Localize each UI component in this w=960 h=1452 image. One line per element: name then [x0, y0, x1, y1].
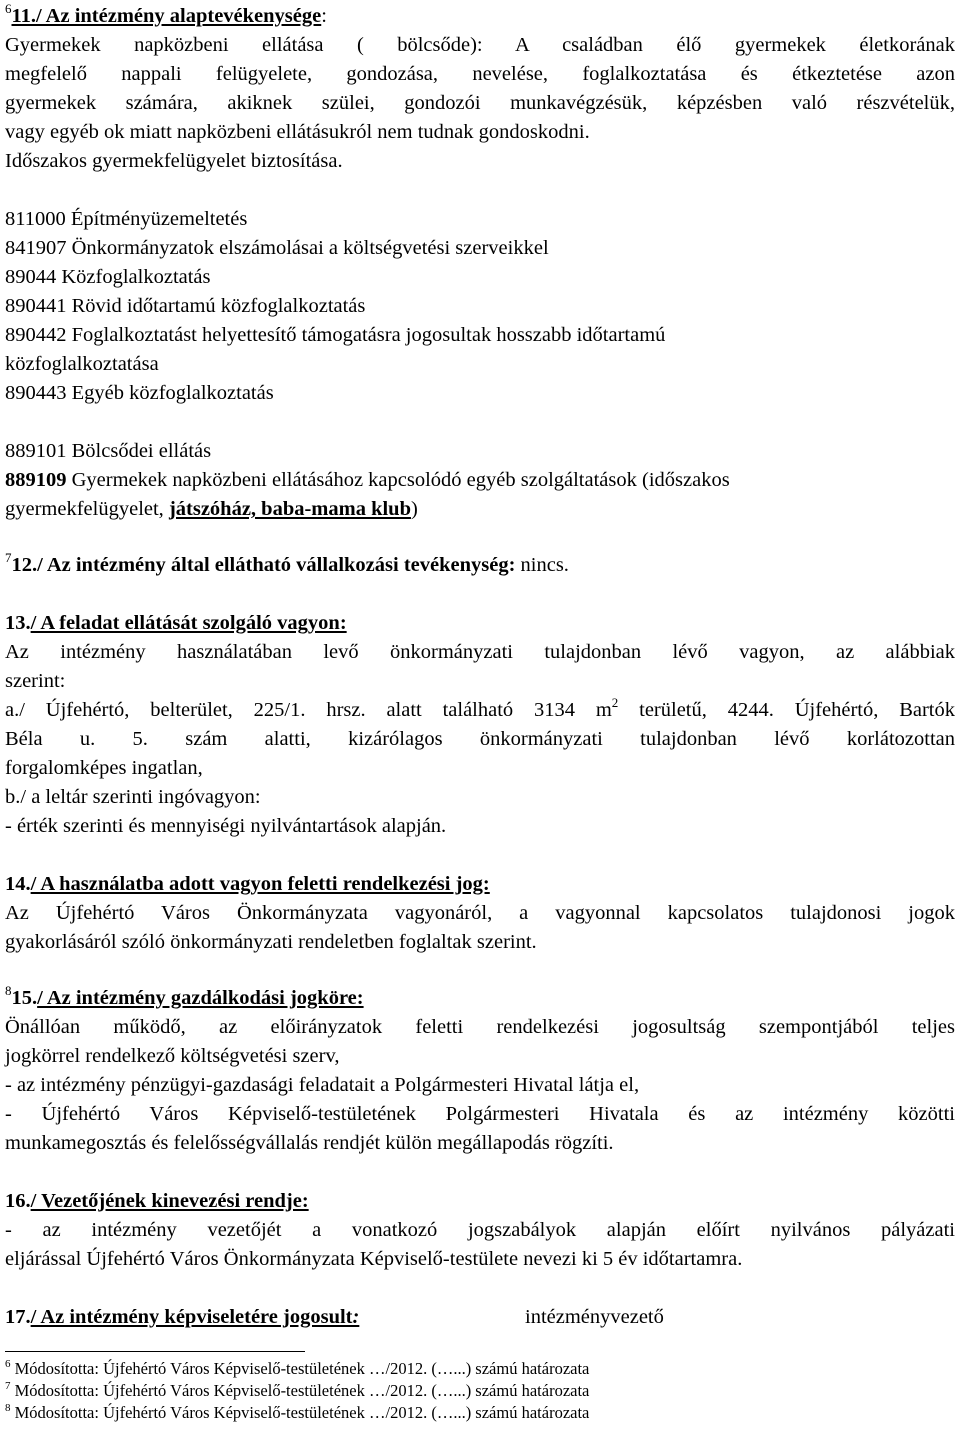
section-17-value: intézményvezető	[525, 1306, 664, 1328]
paragraph-line: Az intézmény használatában levő önkormányzati tulajdonban lévő vagyon, az alábbiak	[5, 641, 955, 663]
code-line: 841907 Önkormányzatok elszámolásai a költségvetési szerveikkel	[5, 237, 549, 259]
activity-codes-childcare	[5, 437, 955, 524]
footnote-ref: 6	[5, 1, 12, 17]
section-15-heading: $^8$15./ Az intézmény gazdálkodási jogköre:	[5, 983, 364, 1009]
code-line: 889109 Gyermekek napközbeni ellátásához kapcsolódó egyéb szolgáltatások (időszakos	[5, 469, 730, 491]
paragraph-line: vagy egyéb ok miatt napközbeni ellátásukról nem tudnak gondoskodni.	[5, 121, 590, 143]
paragraph-line: Önállóan működő, az előirányzatok feletti rendelkezési jogosultság szempontjából teljes	[5, 1016, 955, 1038]
code-line: 890443 Egyéb közfoglalkoztatás	[5, 382, 274, 404]
paragraph-line: - az intézmény pénzügyi-gazdasági feladatait a Polgármesteri Hivatal látja el,	[5, 1074, 640, 1096]
section-13-heading: 13./ A feladat ellátását szolgáló vagyon:	[5, 612, 347, 634]
paragraph-line: jogkörrel rendelkező költségvetési szerv,	[5, 1045, 340, 1067]
paragraph-line: - érték szerinti és mennyiségi nyilvántartások alapján.	[5, 815, 447, 837]
section-17	[5, 1303, 955, 1332]
footnote-ref: 8	[5, 983, 12, 999]
paragraph-line: munkamegosztás és felelősségvállalás rendjét külön megállapodás rögzíti.	[5, 1132, 614, 1154]
section-12: $^7$12./ Az intézmény által ellátható vállalkozási tevékenység: nincs.	[5, 550, 569, 576]
section-13	[5, 609, 955, 841]
paragraph-line: Gyermekek napközbeni ellátása ( bölcsőde): A családban élő gyermekek életkorának	[5, 34, 955, 56]
footnotes	[5, 1358, 955, 1424]
code-line: 89044 Közfoglalkoztatás	[5, 266, 211, 288]
paragraph-line: b./ a leltár szerinti ingóvagyon:	[5, 786, 261, 808]
section-16	[5, 1187, 955, 1274]
paragraph-line: - Újfehértó Város Képviselő-testületének Polgármesteri Hivatala és az intézmény közötti	[5, 1103, 955, 1125]
footnote: $^6$ Módosította: Újfehértó Város Képviselő-testületének …/2012. (…...) számú határozata	[5, 1357, 590, 1378]
paragraph-line: Béla u. 5. szám alatti, kizárólagos önkormányzati tulajdonban lévő korlátozottan	[5, 728, 955, 750]
footnote: $^7$ Módosította: Újfehértó Város Képviselő-testületének …/2012. (…...) számú határozata	[5, 1379, 590, 1400]
code-line: 890441 Rövid időtartamú közfoglalkoztatás	[5, 295, 366, 317]
paragraph-line: Az Újfehértó Város Önkormányzata vagyonáról, a vagyonnal kapcsolatos tulajdonosi jogok	[5, 902, 955, 924]
section-14-heading: 14./ A használatba adott vagyon feletti rendelkezési jog:	[5, 873, 490, 895]
code-line: közfoglalkoztatása	[5, 353, 159, 375]
section-17-heading: 17./ Az intézmény képviseletére jogosult:	[5, 1306, 360, 1328]
code-line: 811000 Építményüzemeltetés	[5, 208, 248, 230]
paragraph-line: Időszakos gyermekfelügyelet biztosítása.	[5, 150, 343, 172]
footnote-ref: 7	[5, 550, 12, 566]
section-11	[5, 2, 955, 176]
code-line: 889101 Bölcsődei ellátás	[5, 440, 212, 462]
paragraph-line: - az intézmény vezetőjét a vonatkozó jogszabályok alapján előírt nyilvános pályázati	[5, 1219, 955, 1241]
paragraph-line: a./ Újfehértó, belterület, 225/1. hrsz. alatt található 3134 $m^2$ területű, 4244. Újfehértó, Bartók	[5, 695, 956, 721]
paragraph-line: szerint:	[5, 670, 66, 692]
paragraph-line: megfelelő nappali felügyelete, gondozása, nevelése, foglalkoztatása és étkeztetése azon	[5, 63, 955, 85]
document-page	[5, 0, 955, 1424]
paragraph-line: forgalomképes ingatlan,	[5, 757, 203, 779]
paragraph-line: gyermekek számára, akiknek szülei, gondozói munkavégzésük, képzésben való részvételük,	[5, 92, 955, 114]
footnote: $^8$ Módosította: Újfehértó Város Képviselő-testületének …/2012. (…...) számú határozata	[5, 1401, 590, 1422]
footnote-divider	[5, 1351, 305, 1352]
section-11-heading: $^6$11./ Az intézmény alaptevékenysége:	[5, 1, 327, 27]
paragraph-line: gyakorlásáról szóló önkormányzati rendeletben foglaltak szerint.	[5, 931, 537, 953]
section-16-heading: 16./ Vezetőjének kinevezési rendje:	[5, 1190, 309, 1212]
code-line: gyermekfelügyelet, játszóház, baba-mama klub)	[5, 498, 418, 520]
code-line: 890442 Foglalkoztatást helyettesítő támogatásra jogosultak hosszabb időtartamú	[5, 324, 666, 346]
paragraph-line: eljárással Újfehértó Város Önkormányzata Képviselő-testülete nevezi ki 5 év időtartamra.	[5, 1248, 743, 1270]
section-14	[5, 870, 955, 957]
activity-codes	[5, 205, 955, 408]
section-15	[5, 984, 955, 1158]
